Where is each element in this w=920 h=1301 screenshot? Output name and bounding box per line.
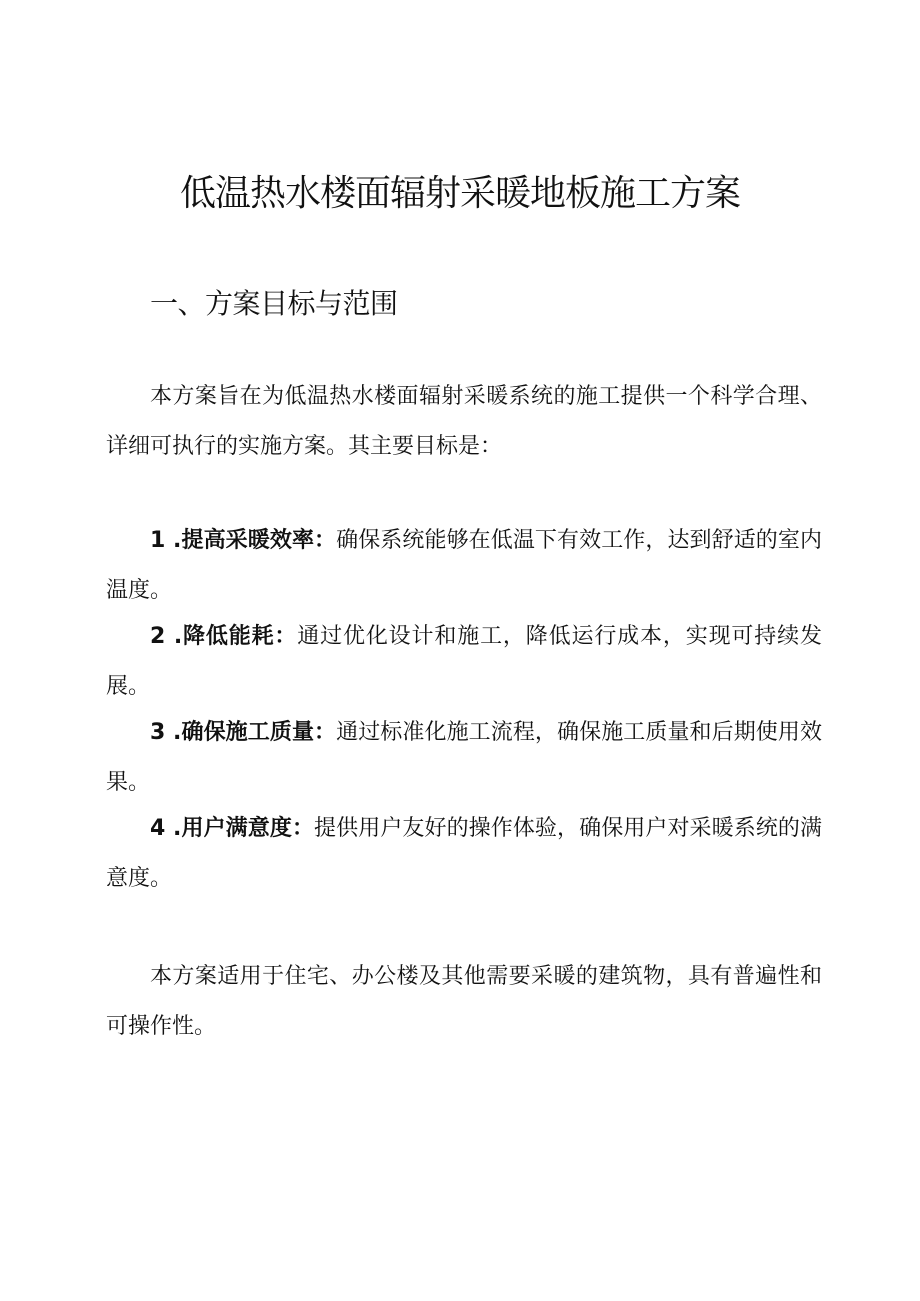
goal-item-text: 提供用户友好的操作体验，确保用户对采暖系统的满意度。 (106, 816, 822, 891)
section-heading: 一、方案目标与范围 (150, 287, 398, 320)
document-title: 低温热水楼面辐射采暖地板施工方案 (179, 173, 740, 214)
intro-paragraph: 本方案旨在为低温热水楼面辐射采暖系统的施工提供一个科学合理、详细可执行的实施方案。其主要目标是： (106, 384, 822, 459)
goal-item-text: 确保系统能够在低温下有效工作，达到舒适的室内温度。 (106, 528, 822, 603)
closing-paragraph: 本方案适用于住宅、办公楼及其他需要采暖的建筑物，具有普遍性和可操作性。 (106, 964, 822, 1039)
goal-item-label: 1 .提高采暖效率： (150, 528, 337, 553)
goal-item-text: 通过优化设计和施工，降低运行成本，实现可持续发展。 (106, 624, 822, 699)
goal-item-label: 2 .降低能耗： (150, 624, 298, 649)
goal-item-3 (106, 708, 822, 808)
goal-item-2 (106, 612, 822, 712)
goal-item-4 (106, 804, 822, 904)
goal-item-text: 通过标准化施工流程，确保施工质量和后期使用效果。 (106, 720, 822, 795)
goal-item-label: 4 .用户满意度： (150, 816, 315, 841)
goal-item-1 (106, 516, 822, 616)
goal-item-label: 3 .确保施工质量： (150, 720, 337, 745)
